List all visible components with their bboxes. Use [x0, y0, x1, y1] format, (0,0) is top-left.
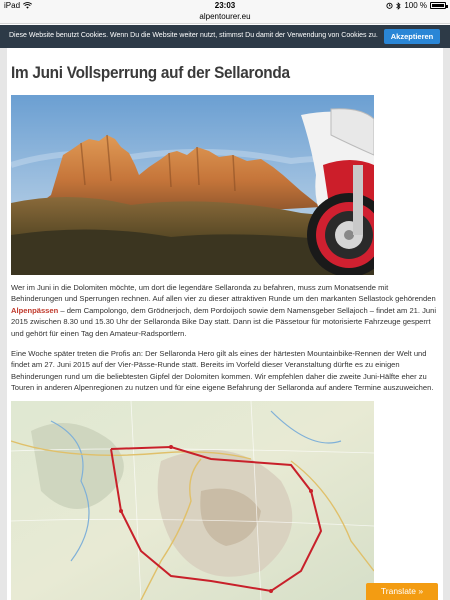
route-map-image [11, 401, 374, 600]
status-right [386, 1, 446, 10]
battery-icon [430, 2, 446, 9]
article-title: Im Juni Vollsperrung auf der Sellaronda [11, 64, 290, 82]
battery-level [432, 4, 444, 7]
battery-percent: 100 % [404, 1, 427, 10]
alarm-icon [386, 2, 393, 9]
paragraph-text: Wer im Juni in die Dolomiten möchte, um dort die legendäre Sellaronda zu befahren, muss zum Monatsende mit Behinderungen und Sperrungen rechnen. Auf allen vier zu dieser attraktiven Runde um den markanten Sellastock gehörenden [11, 283, 436, 304]
article-paragraph-2: Eine Woche später treten die Profis an: Der Sellaronda Hero gilt als eines der härtesten Mountainbike-Rennen der Welt und findet am 27. Juni 2015 auf der Vier-Pässe-Runde statt. Bereits im Vorfeld dieser Veranstaltung dürfte es zu einigen Behinderungen rund um die beliebtesten Gipfel der Dolomiten kommen. Wir empfehlen daher die zweite Juni-Hälfte eher zu Touren in anderen Alpenregionen zu nutzen und für eine eigene Befahrung der Sellaronda auf andere Termine auszuweichen. [11, 349, 434, 393]
alpenpaessen-link[interactable]: Alpenpässen [11, 305, 59, 315]
url-text: alpentourer.eu [199, 12, 251, 21]
status-time: 23:03 [214, 1, 236, 10]
status-bar [0, 0, 450, 12]
paragraph-text: – dem Campolongo, dem Grödnerjoch, dem Pordoijoch sowie dem Namensgeber Sellajoch – findet am 21. Juni 2015 zwischen 8.30 und 15.30 Uhr der Sellaronda Bike Day statt. Dann ist die Pässetour für motorisierte Fahrzeuge gesperrt und gehört für einen Tag den Amateur-Radsportlern. [11, 305, 437, 338]
cookie-notice-text: Diese Website benutzt Cookies. Wenn Du die Website weiter nutzt, stimmst Du damit der Verwendung von Cookies zu. [9, 32, 378, 39]
translate-button[interactable]: Translate » [366, 583, 438, 600]
article-paragraph-1 [11, 282, 441, 339]
bluetooth-icon [396, 2, 401, 10]
carrier-label: iPad [4, 1, 21, 10]
address-bar[interactable] [0, 12, 450, 24]
hero-image [11, 95, 374, 275]
article-container [7, 48, 443, 600]
accept-cookies-button[interactable]: Akzeptieren [384, 29, 440, 44]
cookie-banner [0, 25, 450, 48]
